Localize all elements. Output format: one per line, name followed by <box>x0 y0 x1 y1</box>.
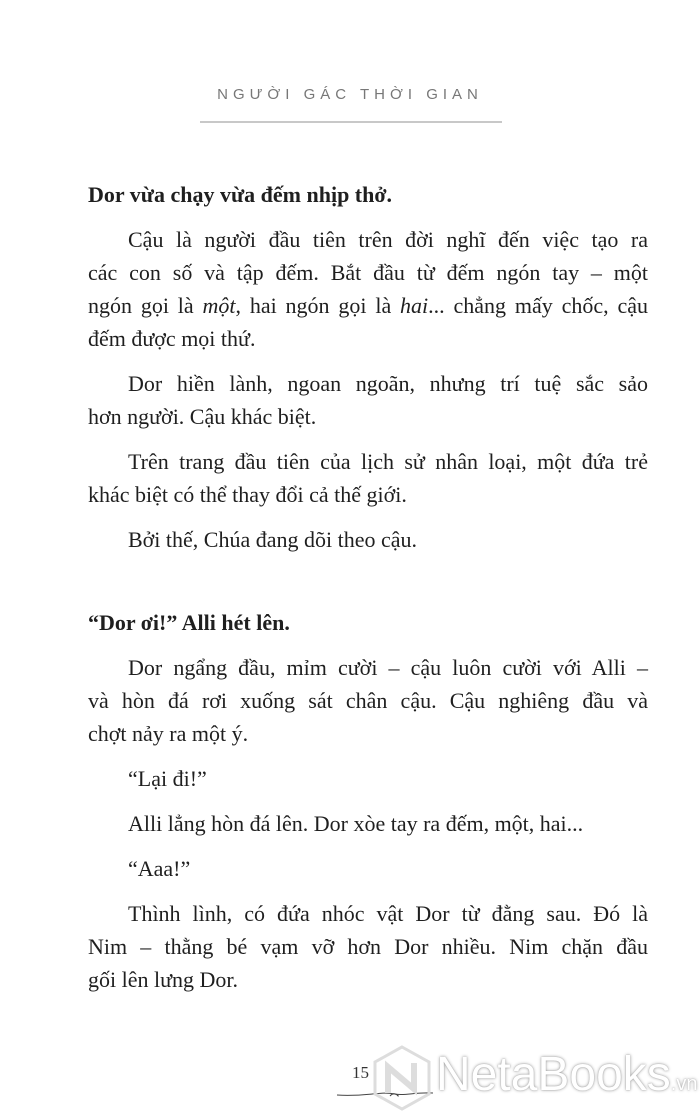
text-segment: ... chẳng mấy chốc, cậu <box>428 293 648 318</box>
text-line <box>88 717 648 750</box>
text-line <box>88 400 648 433</box>
text-line <box>88 289 648 322</box>
text-segment: , hai ngón gọi là <box>235 293 401 318</box>
italic-text: một <box>202 293 236 318</box>
text-line <box>88 852 648 885</box>
text-line <box>88 445 648 478</box>
text-line <box>88 478 648 511</box>
text-line <box>88 523 648 556</box>
text-line <box>88 223 648 256</box>
netabooks-logo-icon <box>372 1045 432 1111</box>
text-segment: Bởi thế, Chúa đang dõi theo cậu. <box>128 527 418 552</box>
text-segment: Dor ngẩng đầu, mỉm cười – cậu luôn cười với Alli – <box>128 655 648 680</box>
paragraph <box>88 367 648 433</box>
text-segment: chợt nảy ra một ý. <box>88 721 249 746</box>
text-line <box>88 684 648 717</box>
paragraph <box>88 852 648 885</box>
italic-text: hai <box>400 293 429 318</box>
text-line <box>88 963 648 996</box>
text-line <box>88 897 648 930</box>
text-segment: khác biệt có thể thay đổi cả thế giới. <box>88 482 407 507</box>
text-line <box>88 930 648 963</box>
text-segment: gối lên lưng Dor. <box>88 967 239 992</box>
text-segment: Nim – thằng bé vạm vỡ hơn Dor nhiều. Nim chặn đầu <box>88 934 648 959</box>
text-segment: “Aaa!” <box>128 856 191 881</box>
paragraph <box>88 445 648 511</box>
header-rule <box>200 121 502 123</box>
running-head-title: NGƯỜI GÁC THỜI GIAN <box>217 86 483 103</box>
text-line <box>88 807 648 840</box>
text-segment: đếm được mọi thứ. <box>88 326 256 351</box>
text-segment: hơn người. Cậu khác biệt. <box>88 404 317 429</box>
page-number: 15 <box>352 1063 369 1082</box>
section-heading: Dor vừa chạy vừa đếm nhịp thở. <box>88 182 393 207</box>
paragraph <box>88 807 648 840</box>
text-segment: ngón gọi là <box>88 293 203 318</box>
text-segment: và hòn đá rơi xuống sát chân cậu. Cậu nghiêng đầu và <box>88 688 648 713</box>
paragraph <box>88 651 648 750</box>
text-segment: “Lại đi!” <box>128 766 207 791</box>
text-line <box>88 367 648 400</box>
text-segment: Dor hiền lành, ngoan ngoãn, nhưng trí tuệ sắc sảo <box>128 371 648 396</box>
text-segment: Cậu là người đầu tiên trên đời nghĩ đến việc tạo ra <box>128 227 648 252</box>
section-heading: “Dor ơi!” Alli hét lên. <box>88 610 290 635</box>
page-body <box>88 178 648 996</box>
text-segment: các con số và tập đếm. Bắt đầu từ đếm ngón tay – một <box>88 260 648 285</box>
text-line <box>88 651 648 684</box>
paragraph <box>88 762 648 795</box>
text-segment: Alli lẳng hòn đá lên. Dor xòe tay ra đếm, một, hai... <box>128 811 584 836</box>
text-segment: Thình lình, có đứa nhóc vật Dor từ đằng sau. Đó là <box>128 901 648 926</box>
paragraph <box>88 223 648 355</box>
section-gap <box>88 556 648 606</box>
text-line <box>88 256 648 289</box>
text-segment: Trên trang đầu tiên của lịch sử nhân loại, một đứa trẻ <box>128 449 648 474</box>
text-line <box>88 762 648 795</box>
text-line <box>88 322 648 355</box>
watermark-brand: NetaBooks.vn <box>436 1048 698 1101</box>
paragraph <box>88 523 648 556</box>
paragraph <box>88 897 648 996</box>
